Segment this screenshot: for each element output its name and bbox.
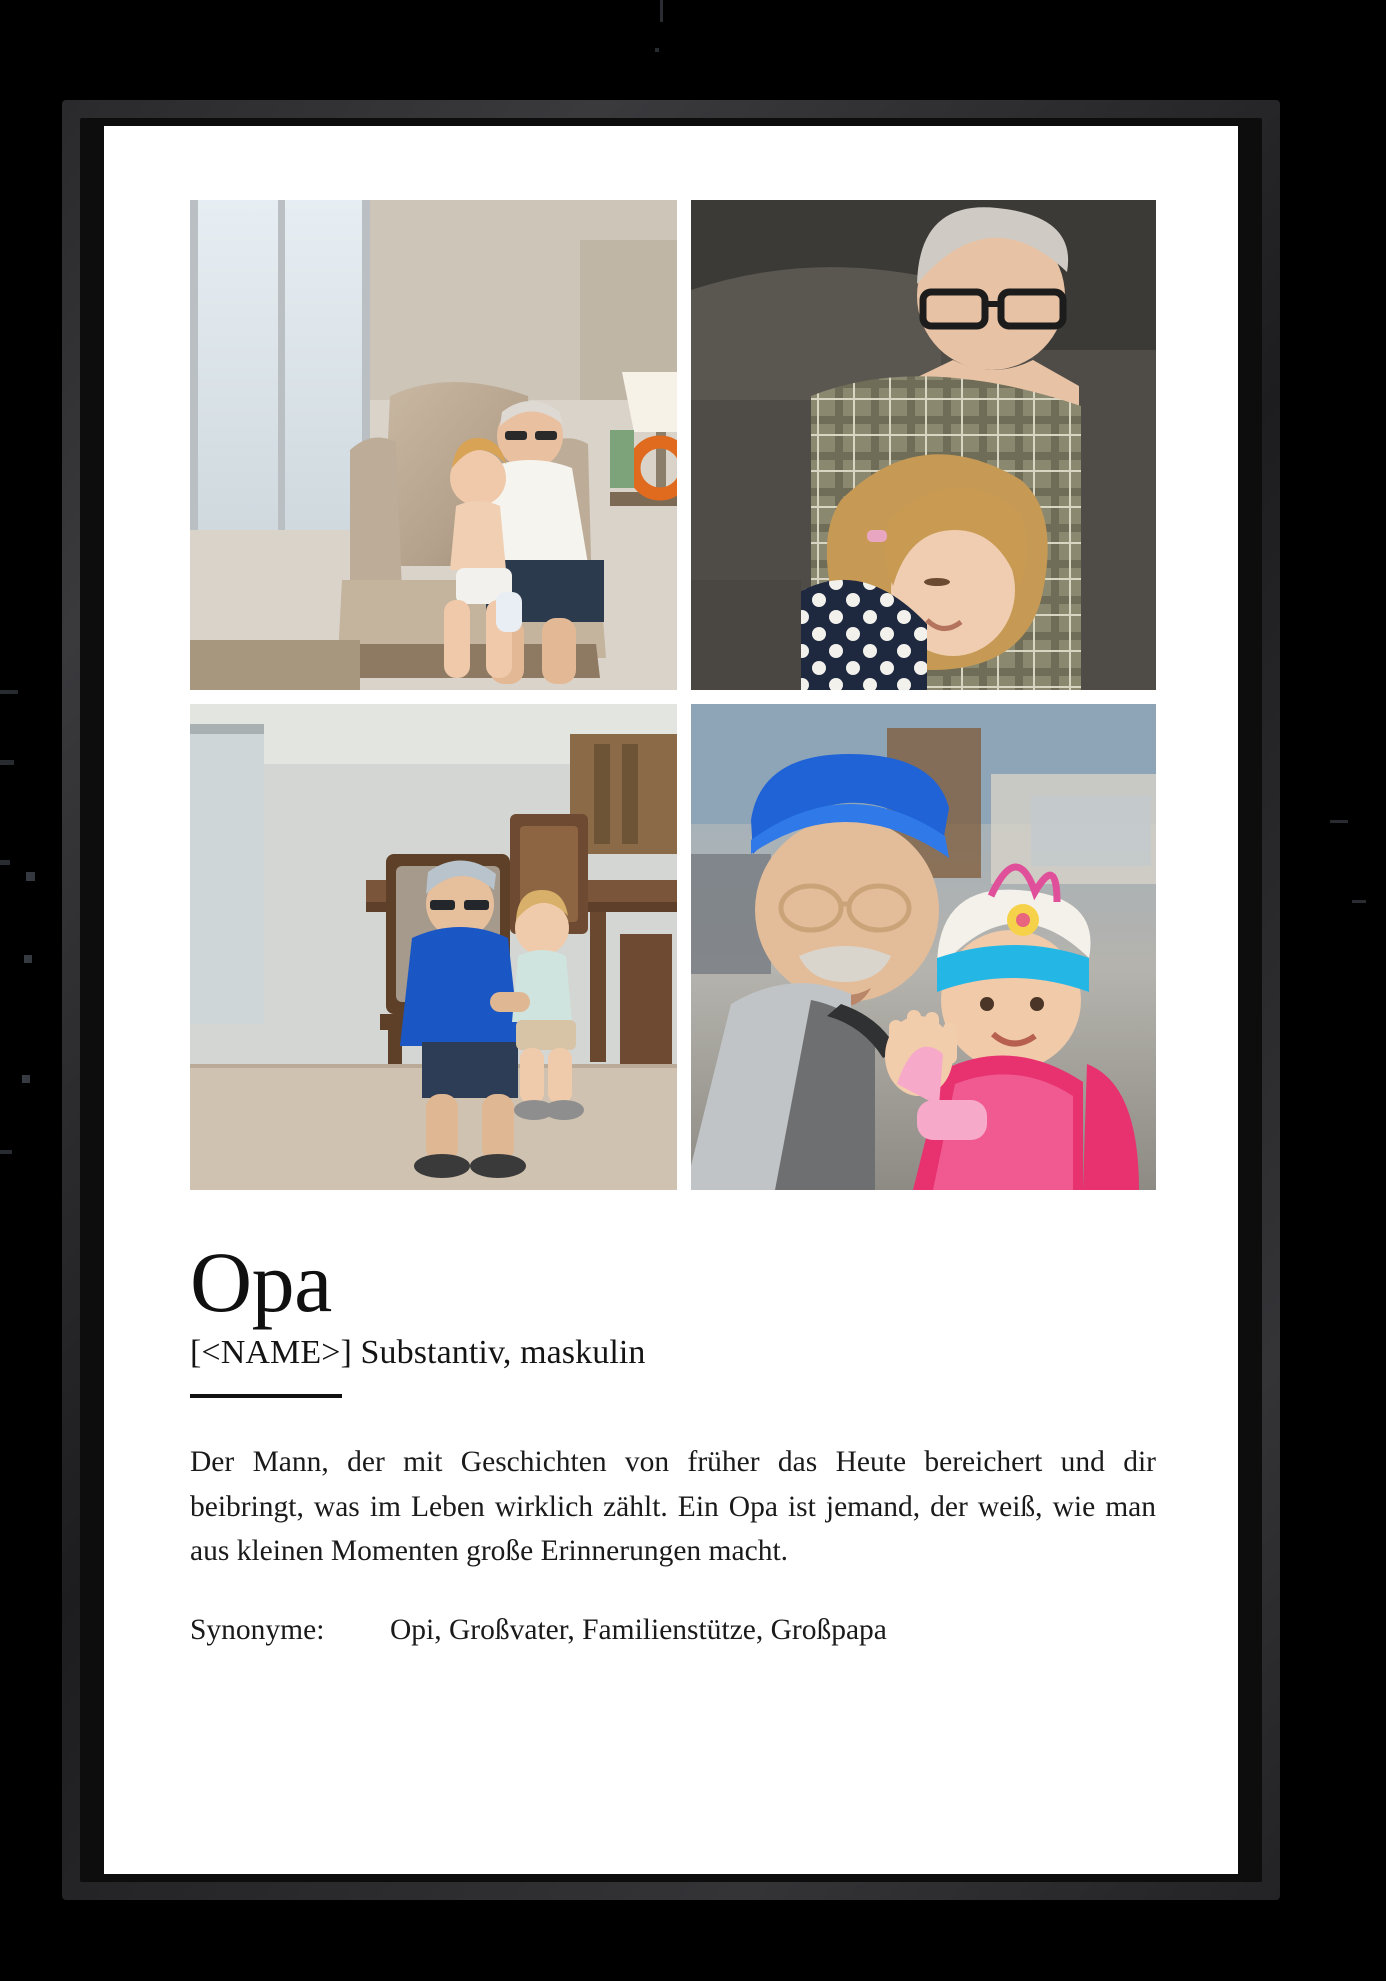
photo-grandfather-beanie-baby-pink	[691, 704, 1156, 1190]
edge-artifact	[26, 872, 35, 881]
photo-grandfather-dining-chair-child	[190, 704, 677, 1190]
edge-artifact	[0, 1150, 12, 1154]
edge-artifact	[0, 690, 18, 694]
edge-artifact	[24, 955, 32, 963]
synonyms-list: Opi, Großvater, Familienstütze, Großpapa	[390, 1614, 887, 1647]
pronunciation-line: [<NAME>] Substantiv, maskulin	[190, 1333, 646, 1371]
page-title: Opa	[190, 1234, 332, 1330]
synonyms-row	[190, 1614, 1158, 1647]
poster-frame	[62, 100, 1280, 1900]
edge-artifact	[0, 760, 14, 765]
edge-artifact	[0, 860, 10, 865]
edge-artifact	[660, 0, 663, 22]
synonyms-label: Synonyme:	[190, 1614, 325, 1647]
title-divider	[190, 1394, 342, 1398]
edge-artifact	[655, 48, 659, 52]
definition-text: Der Mann, der mit Geschichten von früher das Heute bereichert und dir beibringt, was im Leben wirklich zählt. Ein Opa ist jemand, der weiß, wie man aus kleinen Momenten große Erinnerungen macht.	[190, 1445, 1156, 1568]
photo-grandfather-sleeping-girl	[691, 200, 1156, 690]
edge-artifact	[22, 1075, 30, 1083]
photo-grandfather-recliner-toddler	[190, 200, 677, 690]
definition-title-block	[190, 1234, 1158, 1398]
photo-grid	[190, 200, 1156, 1190]
edge-artifact	[1330, 820, 1348, 823]
poster-sheet	[104, 126, 1238, 1874]
edge-artifact	[1352, 900, 1366, 903]
